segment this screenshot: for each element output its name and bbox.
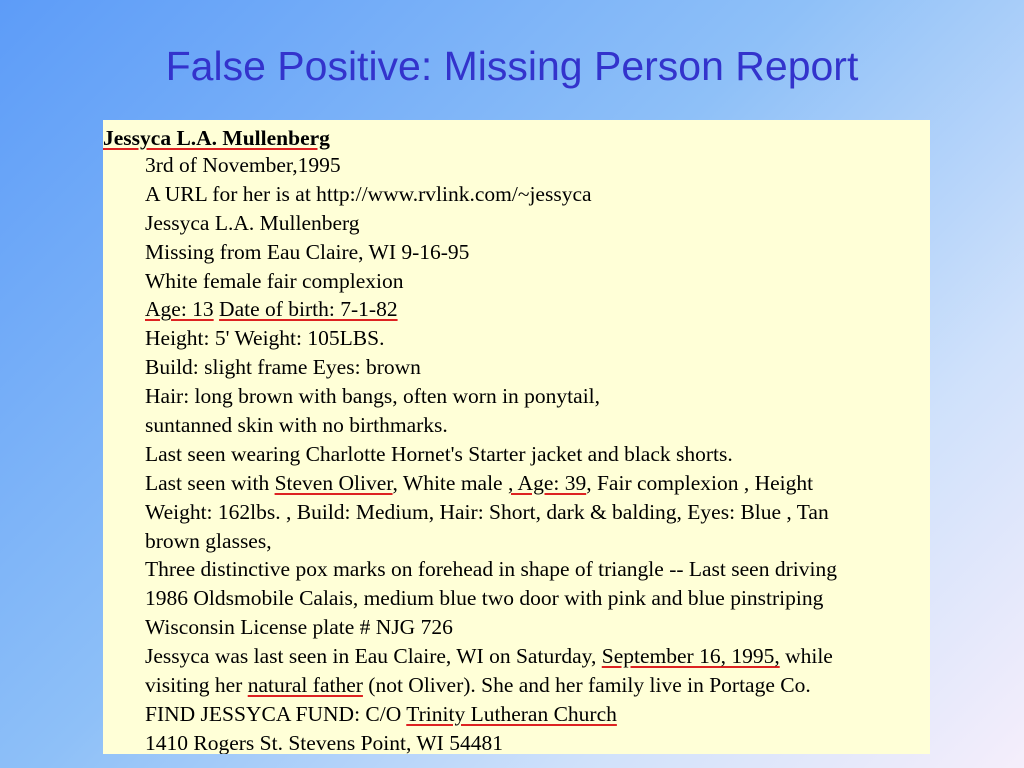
line-text: visiting her bbox=[145, 673, 248, 698]
line-text: Last seen wearing Charlotte Hornet's Starter jacket and black shorts. bbox=[145, 441, 733, 466]
line-text: while bbox=[779, 644, 833, 669]
line-text: Missing from Eau Claire, WI 9-16-95 bbox=[145, 239, 470, 264]
report-line bbox=[145, 209, 837, 238]
report-line bbox=[145, 324, 837, 353]
report-line bbox=[145, 411, 837, 440]
line-text: 1986 Oldsmobile Calais, medium blue two door with pink and blue pinstriping bbox=[145, 586, 824, 611]
report-line bbox=[145, 642, 837, 671]
report-line bbox=[145, 238, 837, 267]
line-text: A URL for her is at http://www.rvlink.com/~jessyca bbox=[145, 181, 592, 206]
line-text: Last seen with bbox=[145, 470, 275, 495]
report-line bbox=[145, 440, 837, 469]
report-line bbox=[145, 498, 837, 527]
report-line bbox=[145, 469, 837, 498]
line-text: Wisconsin License plate # NJG 726 bbox=[145, 615, 453, 640]
line-text: Jessyca L.A. Mullenberg bbox=[145, 210, 360, 235]
report-line bbox=[145, 584, 837, 613]
report-line bbox=[145, 353, 837, 382]
line-text: (not Oliver). She and her family live in Portage Co. bbox=[362, 673, 811, 698]
report-line bbox=[145, 295, 837, 324]
underlined-text: September 16, 1995, bbox=[601, 644, 780, 669]
report-line bbox=[145, 267, 837, 296]
line-text: Three distinctive pox marks on forehead in shape of triangle -- Last seen driving bbox=[145, 557, 837, 582]
report-lines bbox=[145, 151, 837, 754]
line-text: Hair: long brown with bangs, often worn in ponytail, bbox=[145, 384, 601, 409]
report-line bbox=[145, 671, 837, 700]
report-line bbox=[145, 729, 837, 754]
slide-title: False Positive: Missing Person Report bbox=[165, 43, 859, 89]
report-line bbox=[145, 613, 837, 642]
underlined-text: Trinity Lutheran Church bbox=[406, 701, 617, 726]
report-line bbox=[145, 527, 837, 556]
underlined-text: Steven Oliver bbox=[274, 470, 393, 495]
line-text: 1410 Rogers St. Stevens Point, WI 54481 bbox=[145, 730, 503, 754]
line-text: Build: slight frame Eyes: brown bbox=[145, 355, 421, 380]
underlined-text: , Age: 39 bbox=[507, 470, 587, 495]
line-text: 3rd of November,1995 bbox=[145, 153, 341, 177]
report-line bbox=[145, 382, 837, 411]
report-heading: Jessyca L.A. Mullenberg bbox=[103, 126, 330, 150]
line-text: suntanned skin with no birthmarks. bbox=[145, 413, 448, 438]
line-text: , Fair complexion , Height bbox=[586, 470, 814, 495]
report-line bbox=[145, 555, 837, 584]
line-text: FIND JESSYCA FUND: C/O bbox=[145, 701, 407, 726]
line-text: Height: 5' Weight: 105LBS. bbox=[145, 326, 385, 351]
underlined-text: Age: 13 bbox=[145, 297, 214, 322]
line-text: , White male bbox=[392, 470, 508, 495]
report-line bbox=[145, 180, 837, 209]
line-text: Weight: 162lbs. , Build: Medium, Hair: Short, dark & balding, Eyes: Blue , Tan bbox=[145, 499, 829, 524]
line-text: White female fair complexion bbox=[145, 268, 404, 293]
report-line bbox=[145, 700, 837, 729]
underlined-text: natural father bbox=[247, 673, 363, 698]
line-text: brown glasses, bbox=[145, 528, 272, 553]
line-text: Jessyca was last seen in Eau Claire, WI on Saturday, bbox=[145, 644, 602, 669]
underlined-text: Date of birth: 7-1-82 bbox=[219, 297, 398, 322]
report-line bbox=[145, 151, 837, 180]
report-document bbox=[103, 120, 930, 754]
